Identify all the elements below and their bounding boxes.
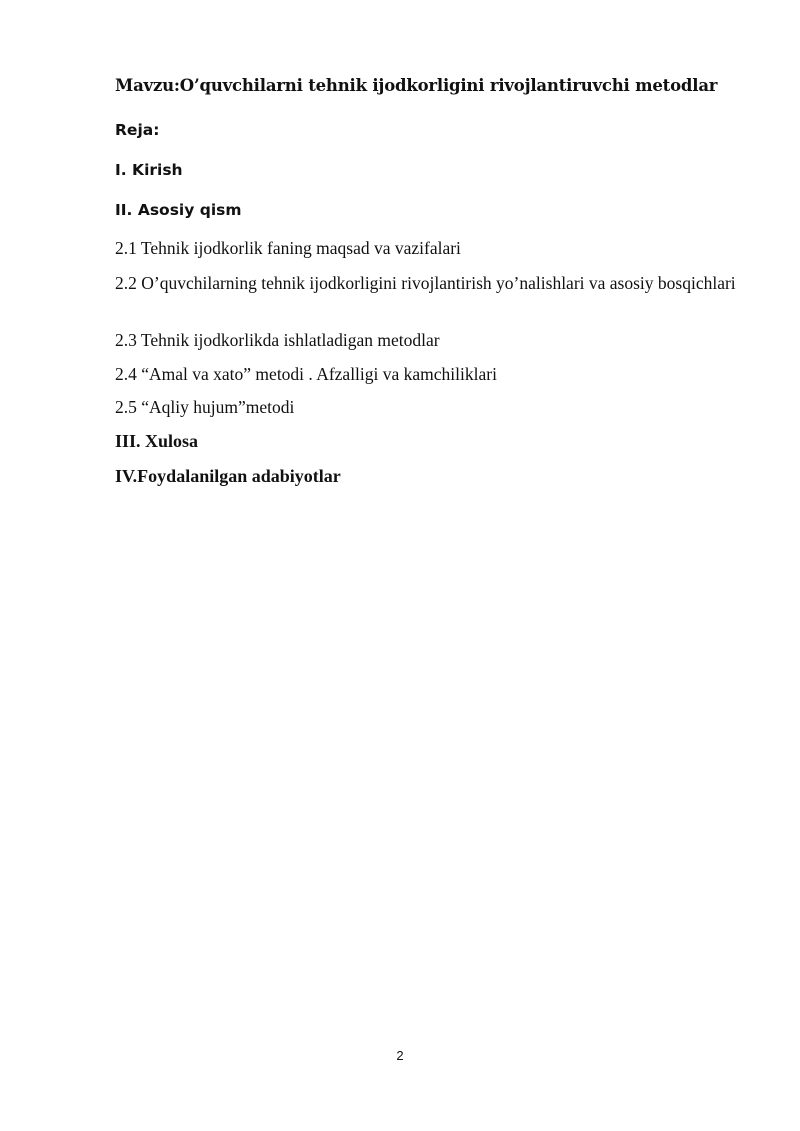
section-conclusion: III. Xulosa: [115, 431, 199, 451]
subsection-2-4: 2.4 “Amal va xato” metodi . Afzalligi va kamchiliklari: [115, 364, 497, 384]
section-references: IV.Foydalanilgan adabiyotlar: [115, 466, 341, 486]
page-number: 2: [396, 1048, 404, 1063]
subsection-2-5: 2.5 “Aqliy hujum”metodi: [115, 397, 295, 417]
section-main: II. Asosiy qism: [115, 201, 242, 219]
subsection-2-2: 2.2 O’quvchilarning tehnik ijodkorligini rivojlantirish yo’nalishlari va asosiy bosqichlari: [115, 273, 736, 293]
document-title: Mavzu:O’quvchilarni tehnik ijodkorligini rivojlantiruvchi metodlar: [115, 76, 718, 95]
plan-heading: Reja:: [115, 121, 160, 139]
subsection-2-3: 2.3 Tehnik ijodkorlikda ishlatladigan metodlar: [115, 330, 440, 350]
section-intro: I. Kirish: [115, 161, 183, 179]
subsection-2-1: 2.1 Tehnik ijodkorlik faning maqsad va vazifalari: [115, 238, 461, 258]
